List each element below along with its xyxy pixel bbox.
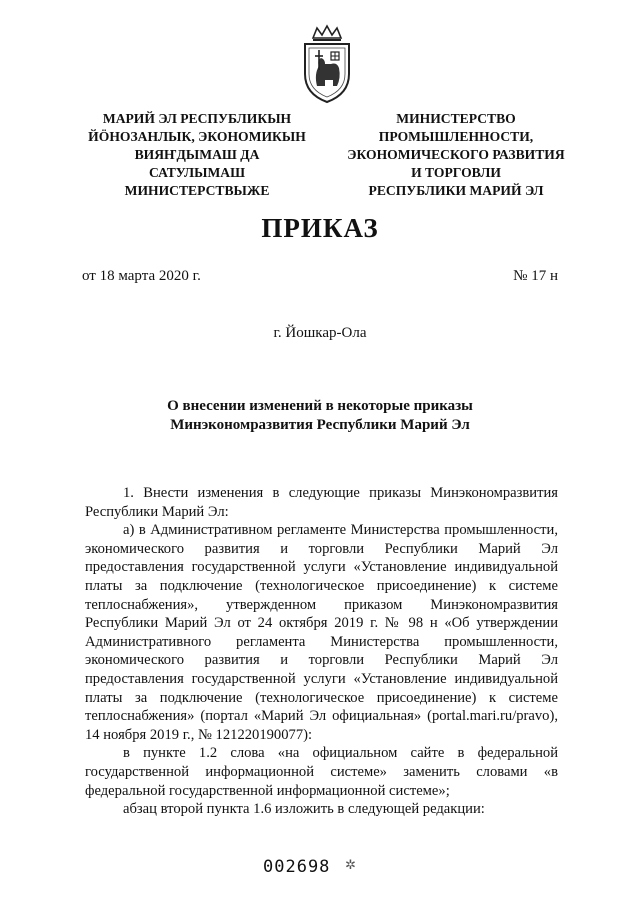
header-left-line: МИНИСТЕРСТВЫЖЕ [124,183,270,198]
body-paragraph: в пункте 1.2 слова «на официальном сайте в федеральной государственной информационной системе» заменить словами «в федеральной государственной информационной системе»; [85,745,558,799]
city: г. Йошкар-Ола [273,325,367,341]
body-paragraph: а) в Административном регламенте Министерства промышленности, экономического развития и торговли Республики Марий Эл предоставления государственной услуги «Установление индивидуальной платы за подключение (технологическое присоединение) к системе теплоснабжения», утвержденном приказом Минэкономразвития Республики Марий Эл от 24 октября 2019 г. № 98 н «Об утверждении Административного регламента Министерства промышленности, экономического развития и торговли Республики Марий Эл предоставления государственной услуги «Установление индивидуальной платы за подключение (технологическое присоединение) к системе теплоснабжения» (портал «Марий Эл официальная» (portal.mari.ru/pravo), 14 ноября 2019 г., № 121220190077): [85,522,558,743]
body-paragraph: 1. Внести изменения в следующие приказы Минэкономразвития Республики Марий Эл: [85,485,558,520]
asterisk-icon: ✲ [345,857,356,872]
header-right-line: МИНИСТЕРСТВО [396,111,516,126]
order-body [85,484,558,819]
serial-number: 002698 [263,857,331,877]
header-right-ministry-name [340,110,572,200]
subject-line: О внесении изменений в некоторые приказы [167,398,473,414]
document-title: ПРИКАЗ [261,213,379,243]
header-left-line: ВИЯҤДЫМАШ ДА [134,147,260,162]
header-right-line: ПРОМЫШЛЕННОСТИ, [378,129,534,144]
header-left-line: САТУЛЫМАШ [148,165,246,180]
coat-of-arms-icon [297,24,357,104]
header-left-line: ЙÖНОЗАНЛЫК, ЭКОНОМИКЫН [88,129,306,144]
body-paragraph: абзац второй пункта 1.6 изложить в следующей редакции: [123,801,485,818]
header-right-line: РЕСПУБЛИКИ МАРИЙ ЭЛ [368,183,544,198]
subject-line: Минэкономразвития Республики Марий Эл [170,417,470,433]
header-left-ministry-name [78,110,316,200]
order-subject [100,397,540,435]
header-right-line: И ТОРГОВЛИ [411,165,501,180]
header-left-line: МАРИЙ ЭЛ РЕСПУБЛИКЫН [102,111,292,126]
order-date: от 18 марта 2020 г. [82,268,201,284]
order-number: № 17 н [513,268,558,284]
header-right-line: ЭКОНОМИЧЕСКОГО РАЗВИТИЯ [347,147,565,162]
